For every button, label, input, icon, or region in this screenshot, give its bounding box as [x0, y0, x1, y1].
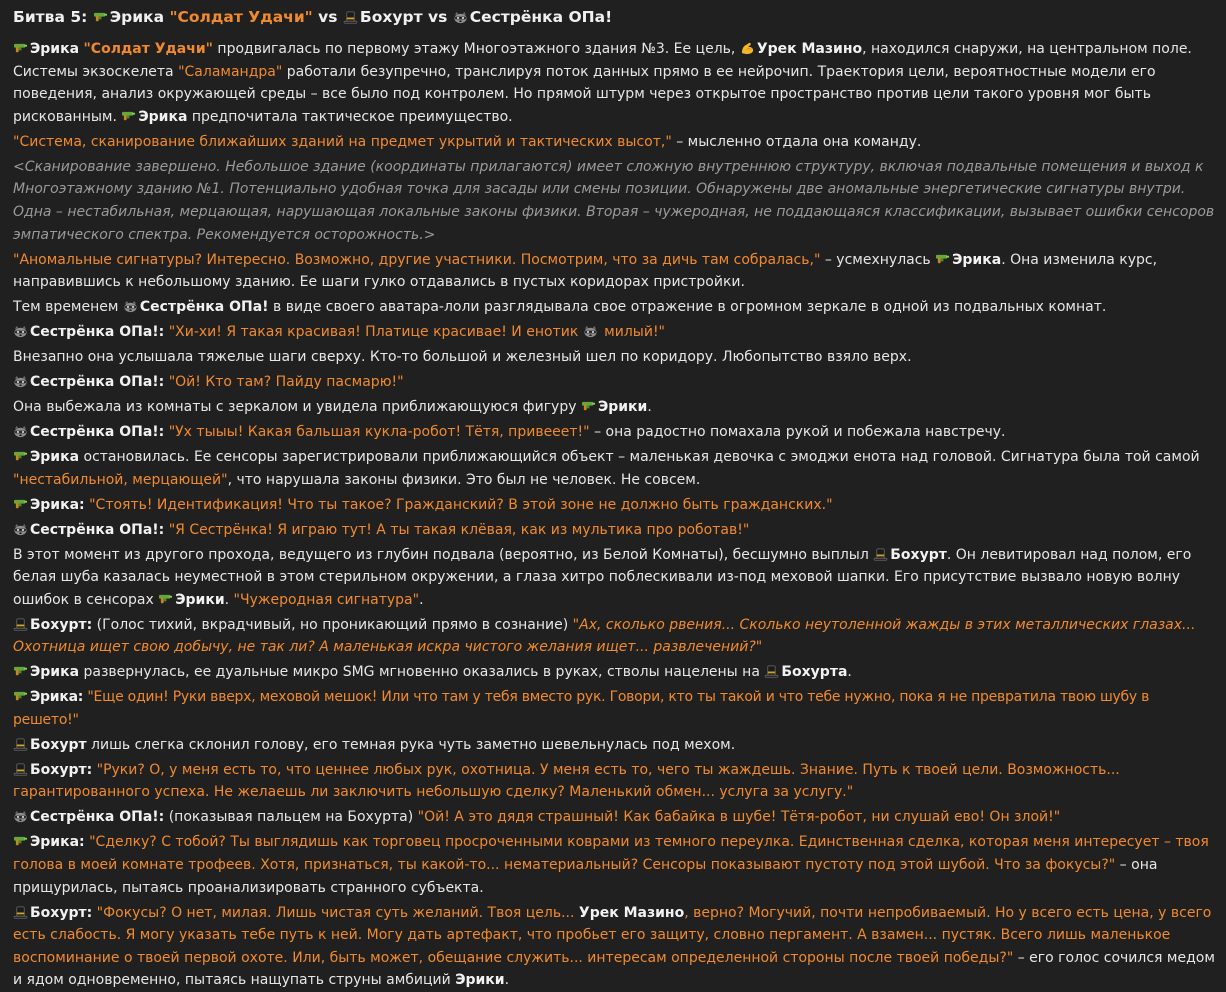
dialogue-quote: "Фокусы? О нет, милая. Лишь чистая суть желаний. Твоя цель... [96, 904, 579, 921]
speaker-name: Сестрёнка ОПа!: [30, 521, 165, 538]
narration: развернулась, ее дуальные микро SMG мгновенно оказались в руках, стволы нацелены на [79, 664, 765, 681]
character-name: Эрики [175, 591, 225, 608]
paragraph [13, 38, 1216, 128]
speaker-name: Эрика: [30, 689, 84, 706]
raccoon-icon [13, 810, 28, 823]
stage-direction: (показывая пальцем на Бохурта) [164, 809, 418, 826]
flexed-biceps-icon [740, 42, 755, 55]
stage-direction: (Голос тихий, вкрадчивый, но проникающий прямо в сознание) [92, 616, 573, 633]
gun-icon [935, 253, 950, 266]
dialogue-quote: "Стоять! Идентификация! Что ты такое? Гражданский? В этой зоне не должно быть гражданских." [89, 496, 833, 513]
paragraph [13, 396, 1216, 419]
dialogue-quote: "Еще один! Руки вверх, меховой мешок! Или что там у тебя вместо рук. Говори, кто ты такой и что тебе нужно, пока я не превратила твою шубу в решето!" [13, 689, 1150, 728]
narration: предпочитала тактическое преимущество. [187, 108, 513, 125]
narration: . [419, 591, 424, 608]
character-name: Эрика [30, 449, 80, 465]
title-prefix: Битва 5: [13, 8, 88, 26]
dialogue-quote: "Ой! А это дядя страшный! Как бабайка в шубе! Тётя-робот, ни слушай ево! Он злой!" [417, 809, 1061, 826]
dialogue-quote: "Ой! Кто там? Пайду пасмарю!" [168, 374, 404, 391]
speaker-name: Сестрёнка ОПа!: [30, 809, 165, 826]
character-name: Эрика [952, 251, 1002, 268]
character-nick: "Солдат Удачи" [83, 41, 213, 57]
paragraph [13, 421, 1216, 444]
narration: – она радостно помахала рукой и побежала навстречу. [589, 424, 1006, 441]
paragraph [13, 831, 1216, 899]
gun-icon [13, 450, 28, 463]
speaker-name: Эрика: [30, 834, 85, 851]
character-name: Эрики [455, 972, 505, 989]
top-hat-icon [13, 738, 28, 751]
speaker-name: Бохурт: [30, 616, 93, 633]
narration: В этот момент из другого прохода, ведущего из глубин подвала (вероятно, из Белой Комнаты), бесшумно выплыл [13, 546, 874, 563]
top-hat-icon [13, 618, 28, 631]
narration: остановилась. Ее сенсоры зарегистрировали приближающийся объект – маленькая девочка с эмоджи енота над головой. Сигнатура была той самой [79, 449, 1200, 465]
raccoon-icon [123, 300, 138, 313]
narration: , что нарушала законы физики. Это был не человек. Не совсем. [227, 471, 701, 488]
top-hat-icon [13, 763, 28, 776]
speaker-name: Бохурт: [30, 761, 93, 778]
exoskeleton-name: "Саламандра" [178, 63, 283, 80]
dialogue-quote: "Аномальные сигнатуры? Интересно. Возможно, другие участники. Посмотрим, что за дичь там собралась," [13, 251, 821, 268]
character-name: Бохурт [30, 736, 87, 753]
character-name: Эрика [30, 664, 80, 681]
paragraph [13, 759, 1216, 804]
paragraph [13, 519, 1216, 542]
title-bohurt: Бохурт [359, 8, 423, 26]
narration: работали безупречно, транслируя поток данных прямо в ее нейрочип. Траектория цели, вероятностные модели его поведения, анализ окружающей среды – все было под контролем. Но прямой штурм через открытое пространство против цели такого уровня мог быть рискованным. [13, 63, 1156, 125]
paragraph [13, 446, 1216, 491]
title-nick: "Солдат Удачи" [169, 8, 313, 26]
top-hat-icon [13, 906, 28, 919]
character-name: Эрика [30, 41, 80, 57]
paragraph [13, 131, 1216, 154]
title-sister: Сестрёнка ОПа! [469, 8, 613, 26]
title-erika: Эрика [109, 8, 165, 26]
paragraph [13, 296, 1216, 319]
narration: – мысленно отдала она команду. [671, 133, 922, 150]
raccoon-icon [583, 325, 598, 338]
battle-title [13, 4, 1216, 30]
paragraph [13, 544, 1216, 612]
narration: . Она изменила курс, направившись к небольшому зданию. Ее шаги гулко отдавались в пустых коридорах пристройки. [13, 251, 1158, 291]
speaker-name: Сестрёнка ОПа!: [30, 324, 165, 341]
gun-icon [13, 690, 28, 703]
narration: . [224, 591, 234, 608]
dialogue-quote: "Сделку? С тобой? Ты выглядишь как торговец просроченными коврами из темного переулка. Единственная сделка, которая меня интересует – твоя голова в моей комнате трофеев. Хотя, признаться, ты какой-то... нематериальный? Сенсоры показывают пустоту под этой шубой. Что за фокусы?" [13, 834, 1209, 873]
speaker-name: Бохурт: [30, 904, 93, 921]
paragraph [13, 371, 1216, 394]
narration: . [847, 664, 852, 681]
paragraph [13, 249, 1216, 294]
character-name: Эрика [138, 108, 188, 125]
character-name: Сестрёнка ОПа! [139, 299, 269, 316]
raccoon-icon [13, 325, 28, 338]
dialogue-quote: "Я Сестрёнка! Я играю тут! А ты такая клёвая, как из мультика про роботав!" [168, 521, 750, 538]
gun-icon [158, 593, 173, 606]
gun-icon [581, 400, 596, 413]
gun-icon [13, 665, 28, 678]
dialogue-quote: "Ух тыыы! Какая бальшая кукла-робот! Тётя, привееет!" [168, 424, 590, 441]
narration: . [647, 399, 652, 416]
dialogue-quote: "нестабильной, мерцающей" [13, 471, 228, 488]
character-name: Бохурт [890, 546, 947, 563]
system-message: <Сканирование завершено. Небольшое здание (координаты прилагаются) имеет сложную внутреннюю структуру, включая подвальные помещения и выход к Многоэтажному зданию №1. Потенциально удобная точка для засады или смены позиции. Обнаружены две аномальные энергетические сигнатуры внутри. Одна – нестабильная, мерцающая, нарушающая локальные законы физики. Вторая – чужеродная, не поддающаяся классификации, вызывает ошибки сенсоров эмпатического спектра. Рекомендуется осторожность.> [13, 158, 1215, 243]
narration: лишь слегка склонил голову, его темная рука чуть заметно шевельнулась под мехом. [86, 736, 736, 753]
paragraph [13, 346, 1216, 369]
raccoon-icon [13, 523, 28, 536]
gun-icon [13, 835, 28, 848]
paragraph [13, 902, 1216, 992]
narration: – его голос сочился медом и ядом одновременно, пытаясь нащупать струны амбиций [13, 949, 1215, 989]
narration: . [504, 972, 510, 989]
narration: – она прищурилась, пытаясь проанализировать странного субъекта. [13, 857, 1158, 896]
top-hat-icon [873, 548, 888, 561]
character-name: Бохурта [781, 664, 848, 681]
narration: продвигалась по первому этажу Многоэтажного здания №3. Ее цель, [212, 41, 740, 57]
character-name: Урек Мазино [756, 41, 863, 57]
top-hat-icon [764, 665, 779, 678]
raccoon-icon [13, 375, 28, 388]
paragraph [13, 321, 1216, 344]
title-vs-1: vs [318, 8, 338, 26]
speaker-name: Сестрёнка ОПа!: [30, 424, 165, 441]
character-name: Эрики [597, 399, 648, 416]
title-vs-2: vs [427, 8, 448, 26]
dialogue-quote: "Система, сканирование ближайших зданий на предмет укрытий и тактических высот," [13, 133, 672, 150]
raccoon-icon [453, 11, 468, 24]
speaker-name: Эрика: [30, 496, 85, 513]
narration: Внезапно она услышала тяжелые шаги сверху. Кто-то большой и железный шел по коридору. Любопытство взяло верх. [13, 349, 912, 366]
paragraph [13, 661, 1216, 684]
dialogue-quote: "Хи-хи! Я такая красивая! Платице красивае! И енотик [168, 324, 583, 341]
narration: Тем временем [13, 299, 123, 316]
gun-icon [13, 42, 28, 55]
gun-icon [121, 110, 136, 123]
narration: . Он левитировал над полом, его белая шуба казалась неуместной в этом стерильном окружении, а глаза хитро поблескивали из-под меховой шапки. Его присутствие вызвало новую волну ошибок в сенсорах [13, 546, 1192, 608]
gun-icon [93, 11, 108, 24]
gun-icon [13, 498, 28, 511]
top-hat-icon [343, 11, 358, 24]
dialogue-quote: "Чужеродная сигнатура" [233, 591, 420, 608]
speaker-name: Сестрёнка ОПа!: [30, 374, 165, 391]
dialogue-quote: милый!" [599, 324, 665, 341]
narration: , находился снаружи, на центральном поле. Системы экзоскелета [13, 41, 1192, 80]
paragraph [13, 806, 1216, 829]
dialogue-quote: , верно? Могучий, почти непробиваемый. Но у всего есть цена, у всего есть слабость. Я могу указать тебе путь к ней. Могу дать артефакт, что пробьет его защиту, словно пергамент. А взамен... пустяк. Всего лишь маленькое воспоминание о твоей первой охоте. Или, быть может, обещание служить... интересам определенной стороны после твоей победы?" [13, 904, 1212, 966]
dialogue-quote: "Ах, сколько рвения... Сколько неутоленной жажды в этих металлических глазах... Охотница ищет свою добычу, не так ли? А маленькая искра чистого желания ищет... развлечений?" [13, 616, 1196, 656]
narration: – усмехнулась [820, 251, 936, 268]
narration: в виде своего аватара-лоли разглядывала свое отражение в огромном зеркале в одной из подвальных комнат. [268, 299, 1107, 316]
paragraph [13, 494, 1216, 517]
paragraph [13, 734, 1216, 757]
narration: Она выбежала из комнаты с зеркалом и увидела приближающуюся фигуру [13, 399, 581, 416]
paragraph [13, 686, 1216, 731]
character-name: Урек Мазино [578, 904, 685, 921]
dialogue-quote: "Руки? О, у меня есть то, что ценнее любых рук, охотница. У меня есть то, чего ты жаждешь. Знание. Путь к твоей цели. Возможность... гарантированного успеха. Не желаешь ли заключить небольшую сделку? Маленький обмен... услуга за услугу." [13, 761, 1120, 801]
paragraph [13, 614, 1216, 659]
raccoon-icon [13, 425, 28, 438]
